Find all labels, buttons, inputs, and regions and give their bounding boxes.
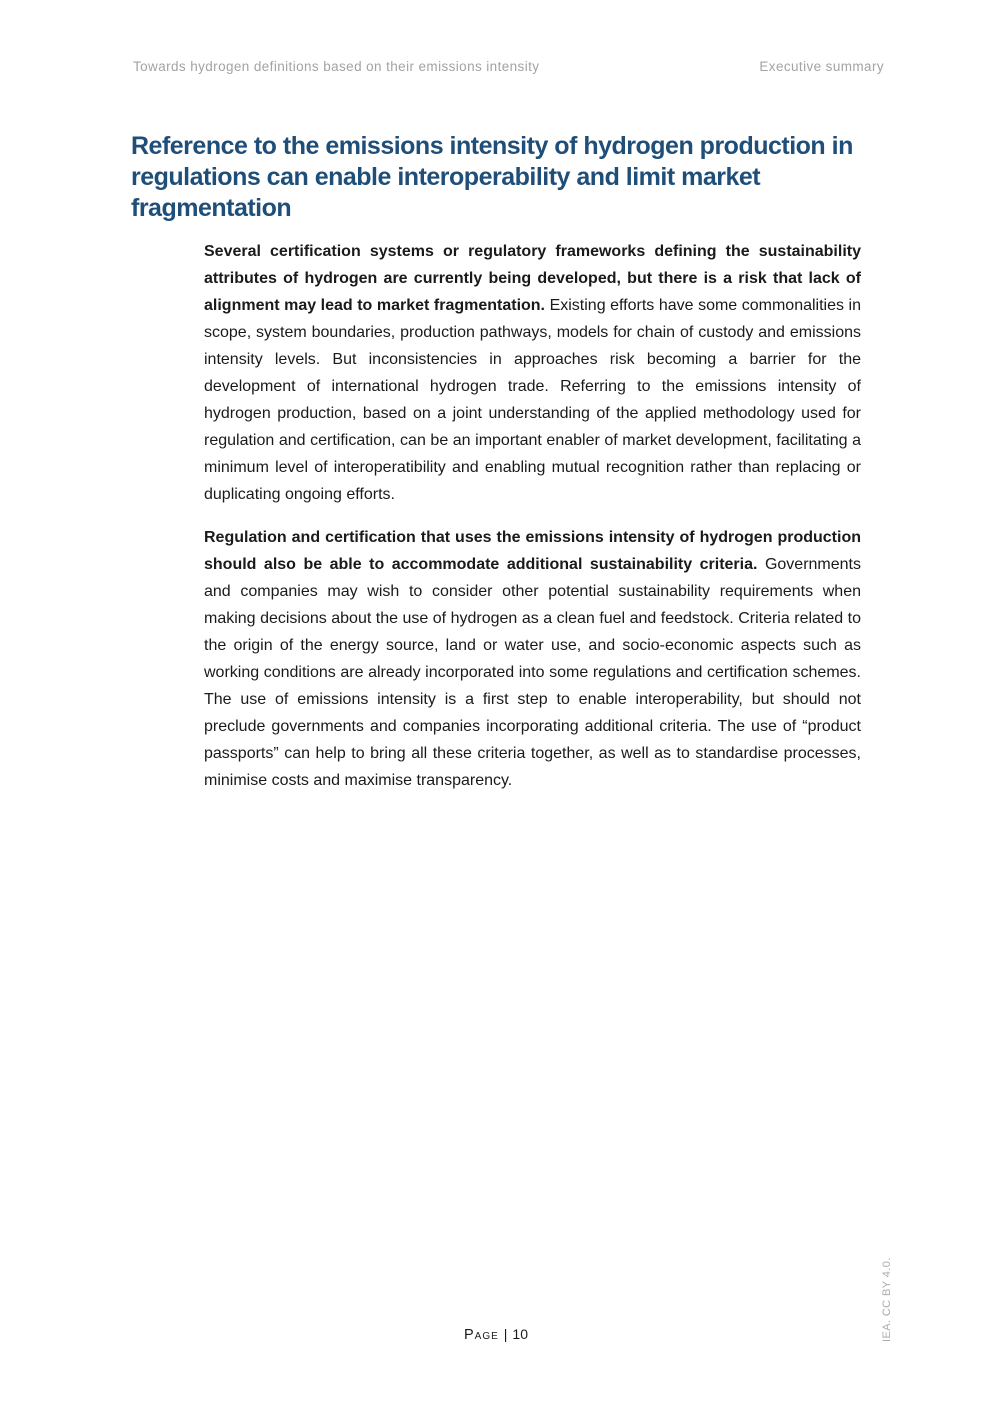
body-content [204,238,861,794]
running-header [133,59,884,74]
paragraph-1 [204,238,861,508]
paragraph-2-body-text: Governments and companies may wish to consider other potential sustainability requirements when making decisions about the use of hydrogen as a clean fuel and feedstock. Criteria related to the origin of the energy source, land or water use, and socio-economic aspects such as working conditions are already incorporated into some regulations and certification schemes. The use of emissions intensity is a first step to enable interoperability, but should not preclude governments and companies incorporating additional criteria. The use of “product passports” can help to bring all these criteria together, as well as to standardise processes, minimise costs and maximise transparency. [204,556,861,789]
license-attribution: IEA. CC BY 4.0. [881,1257,893,1342]
paragraph-1-lead-bold: Several certification systems or regulatory frameworks defining the sustainability attributes of hydrogen are currently being developed, but there is a risk that lack of alignment may lead to market fragmentation. [204,243,861,314]
page-number: 10 [512,1326,528,1342]
running-header-left: Towards hydrogen definitions based on their emissions intensity [133,59,540,74]
page-label: Page [463,1327,499,1343]
section-heading: Reference to the emissions intensity of hydrogen production in regulations can enable interoperability and limit market fragmentation [131,132,853,222]
paragraph-2 [204,524,861,794]
paragraph-1-body-text: Existing efforts have some commonalities in scope, system boundaries, production pathways, models for chain of custody and emissions intensity levels. But inconsistencies in approaches risk becoming a barrier for the development of international hydrogen trade. Referring to the emissions intensity of hydrogen production, based on a joint understanding of the applied methodology used for regulation and certification, can be an important enabler of market development, facilitating a minimum level of interoperatibility and enabling mutual recognition rather than replacing or duplicating ongoing efforts. [204,297,861,503]
footer-separator: | [503,1326,508,1342]
running-header-right: Executive summary [759,59,884,74]
paragraph-2-lead-bold: Regulation and certification that uses the emissions intensity of hydrogen production should also be able to accommodate additional sustainability criteria. [204,529,861,573]
page-footer [0,1326,992,1343]
